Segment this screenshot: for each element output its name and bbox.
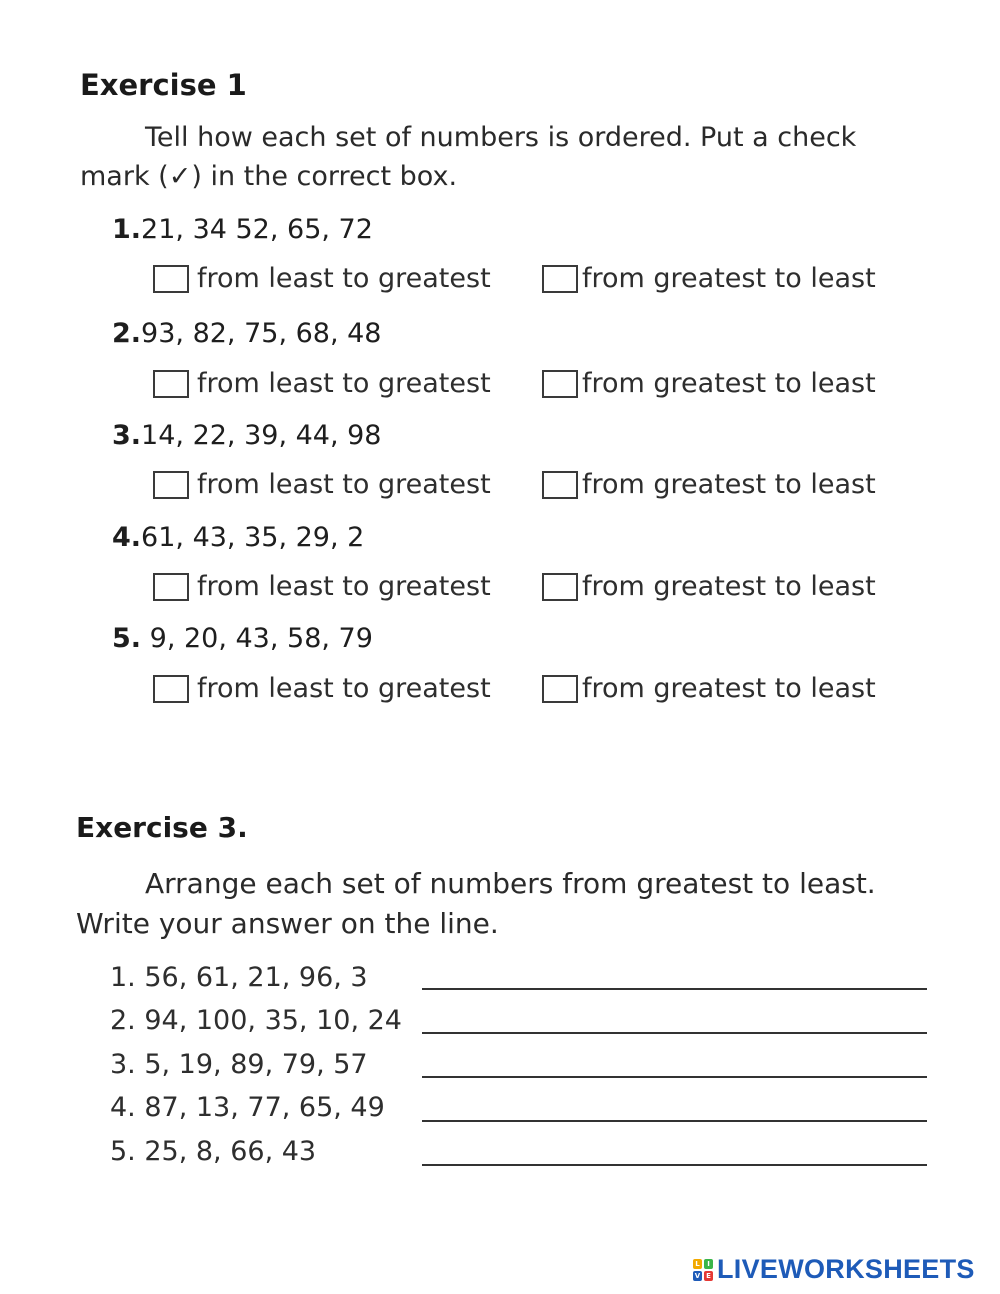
- checkbox[interactable]: [153, 370, 189, 398]
- answer-line[interactable]: [422, 988, 927, 990]
- option-greatest-to-least[interactable]: [542, 469, 876, 500]
- option-least-to-greatest[interactable]: [153, 263, 491, 294]
- question-numbers: 9, 20, 43, 58, 79: [149, 623, 373, 654]
- option-label: from greatest to least: [582, 571, 876, 602]
- exercise-1-question: [112, 522, 364, 553]
- checkbox[interactable]: [153, 471, 189, 499]
- answer-line[interactable]: [422, 1032, 927, 1034]
- answer-line[interactable]: [422, 1164, 927, 1166]
- question-number: 2.: [112, 318, 142, 349]
- exercise-3-item: 1. 56, 61, 21, 96, 3: [110, 962, 368, 993]
- exercise-1-instruction-line1: Tell how each set of numbers is ordered. Put a check: [145, 122, 857, 153]
- option-least-to-greatest[interactable]: [153, 571, 491, 602]
- option-greatest-to-least[interactable]: [542, 673, 876, 704]
- question-numbers: 21, 34 52, 65, 72: [141, 214, 373, 245]
- checkbox[interactable]: [542, 471, 578, 499]
- question-numbers: 14, 22, 39, 44, 98: [141, 420, 382, 451]
- option-least-to-greatest[interactable]: [153, 469, 491, 500]
- liveworksheets-logo: [693, 1254, 975, 1285]
- option-label: from least to greatest: [197, 368, 491, 399]
- exercise-1-question: [112, 318, 382, 349]
- question-number: 3.: [112, 420, 142, 451]
- option-least-to-greatest[interactable]: [153, 673, 491, 704]
- answer-line[interactable]: [422, 1076, 927, 1078]
- logo-tile: I: [704, 1259, 713, 1269]
- question-number: 5.: [112, 623, 142, 654]
- option-greatest-to-least[interactable]: [542, 263, 876, 294]
- checkbox[interactable]: [153, 573, 189, 601]
- answer-line[interactable]: [422, 1120, 927, 1122]
- exercise-1-question: [112, 214, 373, 245]
- liveworksheets-logo-icon: [693, 1259, 713, 1281]
- checkbox[interactable]: [542, 573, 578, 601]
- exercise-3-instruction-line1: Arrange each set of numbers from greatest to least.: [145, 867, 876, 900]
- exercise-3-title: Exercise 3.: [76, 811, 248, 844]
- exercise-3-instruction-line2: Write your answer on the line.: [76, 907, 499, 940]
- exercise-3-item: 5. 25, 8, 66, 43: [110, 1136, 317, 1167]
- checkbox[interactable]: [542, 675, 578, 703]
- option-label: from least to greatest: [197, 263, 491, 294]
- exercise-3-item: 4. 87, 13, 77, 65, 49: [110, 1092, 385, 1123]
- question-numbers: 61, 43, 35, 29, 2: [141, 522, 365, 553]
- checkbox[interactable]: [153, 675, 189, 703]
- option-label: from greatest to least: [582, 469, 876, 500]
- option-label: from least to greatest: [197, 469, 491, 500]
- exercise-1-instruction-line2: mark (✓) in the correct box.: [80, 161, 458, 192]
- option-label: from greatest to least: [582, 673, 876, 704]
- option-label: from greatest to least: [582, 368, 876, 399]
- exercise-1-question: [112, 420, 382, 451]
- checkbox[interactable]: [542, 370, 578, 398]
- checkbox[interactable]: [153, 265, 189, 293]
- question-numbers: 93, 82, 75, 68, 48: [141, 318, 382, 349]
- exercise-3-item: 3. 5, 19, 89, 79, 57: [110, 1049, 368, 1080]
- question-number: 1.: [112, 214, 142, 245]
- question-number: 4.: [112, 522, 142, 553]
- option-label: from greatest to least: [582, 263, 876, 294]
- exercise-3-item: 2. 94, 100, 35, 10, 24: [110, 1005, 402, 1036]
- option-label: from least to greatest: [197, 673, 491, 704]
- exercise-1-question: [112, 623, 373, 654]
- logo-tile: L: [693, 1259, 702, 1269]
- option-least-to-greatest[interactable]: [153, 368, 491, 399]
- logo-tile: V: [694, 1271, 701, 1280]
- option-greatest-to-least[interactable]: [542, 571, 876, 602]
- logo-text: LIVEWORKSHEETS: [717, 1254, 975, 1284]
- exercise-1-title: Exercise 1: [80, 68, 247, 102]
- checkbox[interactable]: [542, 265, 578, 293]
- option-greatest-to-least[interactable]: [542, 368, 876, 399]
- option-label: from least to greatest: [197, 571, 491, 602]
- logo-tile: E: [704, 1271, 713, 1281]
